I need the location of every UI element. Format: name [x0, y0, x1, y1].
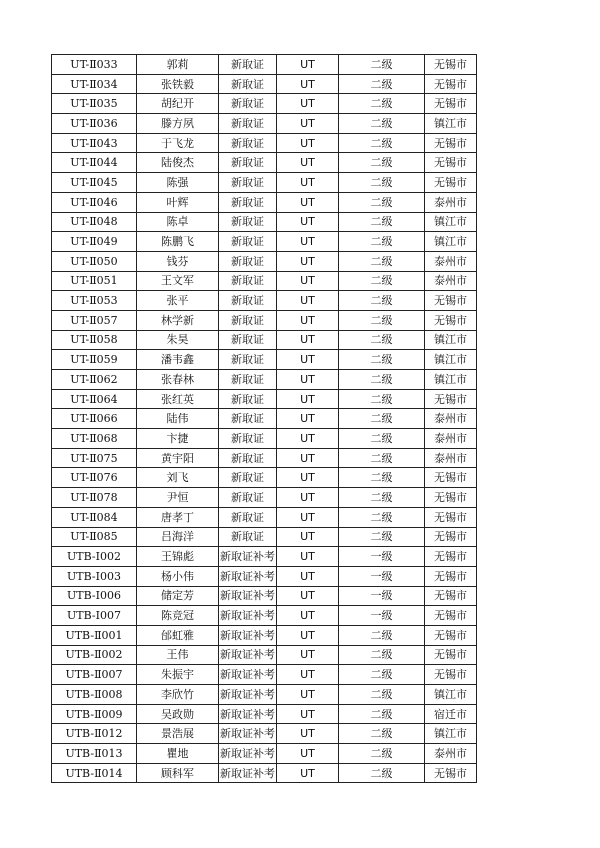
level-cell: 二级	[339, 153, 425, 173]
exam-type-cell: 新取证补考	[219, 625, 277, 645]
level-cell: 二级	[339, 527, 425, 547]
exam-type-cell: 新取证	[219, 251, 277, 271]
table-row	[52, 566, 477, 586]
cert-id-cell: UT-Ⅱ050	[52, 251, 137, 271]
method-cell: UT	[277, 251, 339, 271]
city-cell: 无锡市	[425, 665, 477, 685]
level-cell: 二级	[339, 291, 425, 311]
table-row	[52, 291, 477, 311]
method-cell: UT	[277, 173, 339, 193]
method-cell: UT	[277, 350, 339, 370]
method-cell: UT	[277, 291, 339, 311]
cert-id-cell: UT-Ⅱ078	[52, 488, 137, 508]
exam-type-cell: 新取证补考	[219, 645, 277, 665]
cert-id-cell: UTB-Ⅰ002	[52, 547, 137, 567]
name-cell: 于飞龙	[137, 133, 219, 153]
table-row	[52, 488, 477, 508]
method-cell: UT	[277, 192, 339, 212]
table-row	[52, 744, 477, 764]
method-cell: UT	[277, 606, 339, 626]
method-cell: UT	[277, 429, 339, 449]
city-cell: 泰州市	[425, 448, 477, 468]
level-cell: 二级	[339, 350, 425, 370]
city-cell: 泰州市	[425, 251, 477, 271]
exam-type-cell: 新取证	[219, 173, 277, 193]
method-cell: UT	[277, 685, 339, 705]
table-row	[52, 507, 477, 527]
table-row	[52, 665, 477, 685]
city-cell: 无锡市	[425, 133, 477, 153]
exam-type-cell: 新取证	[219, 310, 277, 330]
level-cell: 二级	[339, 448, 425, 468]
level-cell: 二级	[339, 409, 425, 429]
exam-type-cell: 新取证补考	[219, 586, 277, 606]
name-cell: 张春林	[137, 370, 219, 390]
level-cell: 二级	[339, 114, 425, 134]
cert-id-cell: UTB-Ⅱ013	[52, 744, 137, 764]
exam-type-cell: 新取证	[219, 192, 277, 212]
name-cell: 杨小伟	[137, 566, 219, 586]
table-row	[52, 704, 477, 724]
city-cell: 镇江市	[425, 114, 477, 134]
name-cell: 吴政勋	[137, 704, 219, 724]
method-cell: UT	[277, 645, 339, 665]
method-cell: UT	[277, 330, 339, 350]
city-cell: 泰州市	[425, 192, 477, 212]
exam-type-cell: 新取证补考	[219, 744, 277, 764]
exam-type-cell: 新取证补考	[219, 685, 277, 705]
method-cell: UT	[277, 370, 339, 390]
cert-id-cell: UT-Ⅱ062	[52, 370, 137, 390]
name-cell: 王文军	[137, 271, 219, 291]
name-cell: 陈竞冠	[137, 606, 219, 626]
name-cell: 郭莉	[137, 55, 219, 75]
city-cell: 无锡市	[425, 488, 477, 508]
table-row	[52, 133, 477, 153]
table-row	[52, 330, 477, 350]
cert-id-cell: UT-Ⅱ043	[52, 133, 137, 153]
level-cell: 二级	[339, 724, 425, 744]
cert-id-cell: UT-Ⅱ076	[52, 468, 137, 488]
name-cell: 朱振宇	[137, 665, 219, 685]
exam-type-cell: 新取证	[219, 153, 277, 173]
exam-type-cell: 新取证	[219, 350, 277, 370]
table-row	[52, 389, 477, 409]
exam-type-cell: 新取证	[219, 389, 277, 409]
cert-id-cell: UT-Ⅱ035	[52, 94, 137, 114]
exam-type-cell: 新取证补考	[219, 566, 277, 586]
level-cell: 二级	[339, 645, 425, 665]
table-row	[52, 468, 477, 488]
name-cell: 林学新	[137, 310, 219, 330]
name-cell: 王锦彪	[137, 547, 219, 567]
name-cell: 叶辉	[137, 192, 219, 212]
exam-type-cell: 新取证补考	[219, 763, 277, 783]
table-row	[52, 350, 477, 370]
cert-id-cell: UTB-Ⅱ012	[52, 724, 137, 744]
name-cell: 黄宇阳	[137, 448, 219, 468]
cert-id-cell: UT-Ⅱ051	[52, 271, 137, 291]
level-cell: 二级	[339, 685, 425, 705]
table-row	[52, 114, 477, 134]
exam-type-cell: 新取证	[219, 507, 277, 527]
exam-type-cell: 新取证补考	[219, 724, 277, 744]
level-cell: 二级	[339, 173, 425, 193]
exam-type-cell: 新取证	[219, 94, 277, 114]
exam-type-cell: 新取证补考	[219, 547, 277, 567]
level-cell: 二级	[339, 330, 425, 350]
exam-type-cell: 新取证	[219, 488, 277, 508]
table-row	[52, 173, 477, 193]
city-cell: 镇江市	[425, 370, 477, 390]
table-row	[52, 232, 477, 252]
method-cell: UT	[277, 547, 339, 567]
level-cell: 二级	[339, 192, 425, 212]
exam-type-cell: 新取证	[219, 271, 277, 291]
city-cell: 无锡市	[425, 606, 477, 626]
table-row	[52, 645, 477, 665]
city-cell: 泰州市	[425, 744, 477, 764]
exam-type-cell: 新取证	[219, 429, 277, 449]
method-cell: UT	[277, 389, 339, 409]
exam-type-cell: 新取证	[219, 448, 277, 468]
table-row	[52, 625, 477, 645]
method-cell: UT	[277, 625, 339, 645]
method-cell: UT	[277, 153, 339, 173]
table-row	[52, 271, 477, 291]
name-cell: 陆伟	[137, 409, 219, 429]
table-row	[52, 94, 477, 114]
table-body	[52, 55, 477, 783]
name-cell: 陈强	[137, 173, 219, 193]
cert-id-cell: UTB-Ⅱ002	[52, 645, 137, 665]
city-cell: 无锡市	[425, 74, 477, 94]
level-cell: 二级	[339, 251, 425, 271]
cert-id-cell: UTB-Ⅰ003	[52, 566, 137, 586]
table-row	[52, 527, 477, 547]
cert-id-cell: UT-Ⅱ048	[52, 212, 137, 232]
method-cell: UT	[277, 55, 339, 75]
name-cell: 陆俊杰	[137, 153, 219, 173]
city-cell: 无锡市	[425, 625, 477, 645]
level-cell: 二级	[339, 94, 425, 114]
table-row	[52, 429, 477, 449]
name-cell: 胡纪开	[137, 94, 219, 114]
cert-id-cell: UTB-Ⅰ006	[52, 586, 137, 606]
level-cell: 二级	[339, 232, 425, 252]
exam-type-cell: 新取证	[219, 527, 277, 547]
name-cell: 滕方夙	[137, 114, 219, 134]
exam-type-cell: 新取证	[219, 291, 277, 311]
exam-type-cell: 新取证	[219, 330, 277, 350]
name-cell: 吕海洋	[137, 527, 219, 547]
table-row	[52, 74, 477, 94]
cert-id-cell: UT-Ⅱ066	[52, 409, 137, 429]
method-cell: UT	[277, 763, 339, 783]
name-cell: 顾科军	[137, 763, 219, 783]
level-cell: 二级	[339, 429, 425, 449]
name-cell: 卞捷	[137, 429, 219, 449]
name-cell: 潘韦鑫	[137, 350, 219, 370]
method-cell: UT	[277, 114, 339, 134]
level-cell: 二级	[339, 625, 425, 645]
city-cell: 宿迁市	[425, 704, 477, 724]
level-cell: 一级	[339, 547, 425, 567]
city-cell: 泰州市	[425, 429, 477, 449]
city-cell: 无锡市	[425, 566, 477, 586]
city-cell: 无锡市	[425, 507, 477, 527]
exam-type-cell: 新取证	[219, 232, 277, 252]
city-cell: 无锡市	[425, 468, 477, 488]
city-cell: 无锡市	[425, 527, 477, 547]
level-cell: 二级	[339, 133, 425, 153]
exam-type-cell: 新取证	[219, 74, 277, 94]
table-row	[52, 547, 477, 567]
city-cell: 镇江市	[425, 350, 477, 370]
name-cell: 陈鹏飞	[137, 232, 219, 252]
method-cell: UT	[277, 232, 339, 252]
table-row	[52, 55, 477, 75]
cert-id-cell: UT-Ⅱ053	[52, 291, 137, 311]
table-row	[52, 606, 477, 626]
cert-id-cell: UTB-Ⅰ007	[52, 606, 137, 626]
level-cell: 二级	[339, 704, 425, 724]
method-cell: UT	[277, 74, 339, 94]
city-cell: 镇江市	[425, 232, 477, 252]
cert-id-cell: UTB-Ⅱ007	[52, 665, 137, 685]
name-cell: 储定芳	[137, 586, 219, 606]
cert-id-cell: UT-Ⅱ046	[52, 192, 137, 212]
cert-id-cell: UT-Ⅱ049	[52, 232, 137, 252]
method-cell: UT	[277, 310, 339, 330]
cert-id-cell: UT-Ⅱ085	[52, 527, 137, 547]
level-cell: 二级	[339, 488, 425, 508]
exam-type-cell: 新取证	[219, 370, 277, 390]
city-cell: 镇江市	[425, 724, 477, 744]
exam-type-cell: 新取证	[219, 133, 277, 153]
cert-id-cell: UTB-Ⅱ008	[52, 685, 137, 705]
cert-id-cell: UT-Ⅱ064	[52, 389, 137, 409]
method-cell: UT	[277, 468, 339, 488]
cert-id-cell: UT-Ⅱ059	[52, 350, 137, 370]
cert-id-cell: UT-Ⅱ075	[52, 448, 137, 468]
method-cell: UT	[277, 448, 339, 468]
level-cell: 二级	[339, 507, 425, 527]
name-cell: 张红英	[137, 389, 219, 409]
table-row	[52, 212, 477, 232]
level-cell: 一级	[339, 566, 425, 586]
table-row	[52, 685, 477, 705]
exam-type-cell: 新取证补考	[219, 606, 277, 626]
method-cell: UT	[277, 271, 339, 291]
name-cell: 王伟	[137, 645, 219, 665]
method-cell: UT	[277, 744, 339, 764]
name-cell: 唐孝丁	[137, 507, 219, 527]
method-cell: UT	[277, 94, 339, 114]
name-cell: 邰虹雅	[137, 625, 219, 645]
level-cell: 二级	[339, 310, 425, 330]
table-row	[52, 310, 477, 330]
level-cell: 二级	[339, 665, 425, 685]
table-row	[52, 724, 477, 744]
cert-id-cell: UT-Ⅱ084	[52, 507, 137, 527]
table-row	[52, 370, 477, 390]
cert-id-cell: UT-Ⅱ034	[52, 74, 137, 94]
name-cell: 刘飞	[137, 468, 219, 488]
city-cell: 无锡市	[425, 291, 477, 311]
exam-type-cell: 新取证	[219, 55, 277, 75]
method-cell: UT	[277, 566, 339, 586]
name-cell: 景浩展	[137, 724, 219, 744]
method-cell: UT	[277, 212, 339, 232]
cert-id-cell: UT-Ⅱ044	[52, 153, 137, 173]
exam-type-cell: 新取证补考	[219, 704, 277, 724]
exam-type-cell: 新取证	[219, 468, 277, 488]
city-cell: 无锡市	[425, 389, 477, 409]
method-cell: UT	[277, 488, 339, 508]
city-cell: 镇江市	[425, 330, 477, 350]
method-cell: UT	[277, 586, 339, 606]
name-cell: 尹恒	[137, 488, 219, 508]
method-cell: UT	[277, 724, 339, 744]
level-cell: 二级	[339, 55, 425, 75]
method-cell: UT	[277, 527, 339, 547]
cert-id-cell: UT-Ⅱ045	[52, 173, 137, 193]
certificate-table	[51, 54, 477, 783]
city-cell: 泰州市	[425, 271, 477, 291]
cert-id-cell: UTB-Ⅱ014	[52, 763, 137, 783]
level-cell: 二级	[339, 763, 425, 783]
table-row	[52, 153, 477, 173]
table-row	[52, 763, 477, 783]
city-cell: 无锡市	[425, 153, 477, 173]
level-cell: 二级	[339, 74, 425, 94]
exam-type-cell: 新取证	[219, 212, 277, 232]
name-cell: 陈卓	[137, 212, 219, 232]
name-cell: 张铁毅	[137, 74, 219, 94]
method-cell: UT	[277, 507, 339, 527]
method-cell: UT	[277, 409, 339, 429]
cert-id-cell: UT-Ⅱ036	[52, 114, 137, 134]
name-cell: 朱昊	[137, 330, 219, 350]
name-cell: 钱芬	[137, 251, 219, 271]
level-cell: 二级	[339, 271, 425, 291]
level-cell: 二级	[339, 370, 425, 390]
exam-type-cell: 新取证补考	[219, 665, 277, 685]
city-cell: 无锡市	[425, 173, 477, 193]
name-cell: 李欣竹	[137, 685, 219, 705]
cert-id-cell: UTB-Ⅱ009	[52, 704, 137, 724]
city-cell: 无锡市	[425, 310, 477, 330]
name-cell: 张平	[137, 291, 219, 311]
city-cell: 无锡市	[425, 586, 477, 606]
level-cell: 二级	[339, 468, 425, 488]
city-cell: 无锡市	[425, 645, 477, 665]
cert-id-cell: UT-Ⅱ058	[52, 330, 137, 350]
level-cell: 二级	[339, 744, 425, 764]
city-cell: 镇江市	[425, 212, 477, 232]
cert-id-cell: UT-Ⅱ033	[52, 55, 137, 75]
city-cell: 无锡市	[425, 763, 477, 783]
level-cell: 二级	[339, 389, 425, 409]
cert-id-cell: UT-Ⅱ057	[52, 310, 137, 330]
level-cell: 一级	[339, 586, 425, 606]
method-cell: UT	[277, 704, 339, 724]
cert-id-cell: UTB-Ⅱ001	[52, 625, 137, 645]
method-cell: UT	[277, 665, 339, 685]
city-cell: 无锡市	[425, 547, 477, 567]
table-row	[52, 448, 477, 468]
level-cell: 一级	[339, 606, 425, 626]
city-cell: 无锡市	[425, 94, 477, 114]
method-cell: UT	[277, 133, 339, 153]
exam-type-cell: 新取证	[219, 409, 277, 429]
table-row	[52, 586, 477, 606]
table-row	[52, 409, 477, 429]
exam-type-cell: 新取证	[219, 114, 277, 134]
table-row	[52, 251, 477, 271]
cert-id-cell: UT-Ⅱ068	[52, 429, 137, 449]
city-cell: 无锡市	[425, 55, 477, 75]
city-cell: 泰州市	[425, 409, 477, 429]
table-row	[52, 192, 477, 212]
level-cell: 二级	[339, 212, 425, 232]
city-cell: 镇江市	[425, 685, 477, 705]
name-cell: 瞿地	[137, 744, 219, 764]
